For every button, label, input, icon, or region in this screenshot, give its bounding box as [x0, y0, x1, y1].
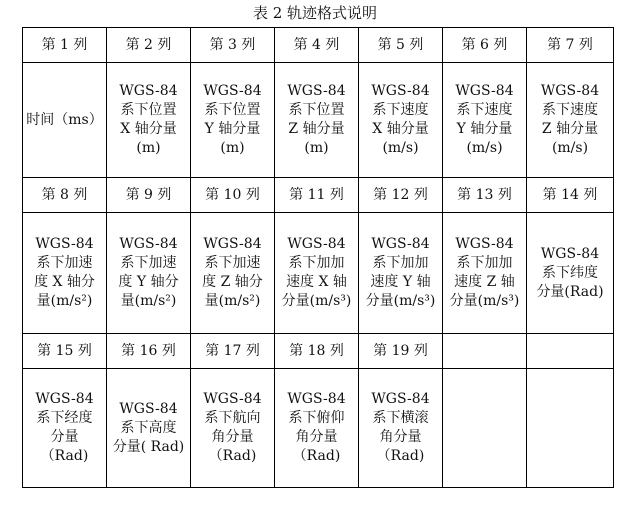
- column-header-2: [107, 28, 191, 63]
- cell-label: 第 17 列: [205, 342, 260, 359]
- table-cell: [359, 369, 443, 488]
- table-cell: [527, 213, 614, 334]
- cell-text: WGS-84 系下经度 分量 （Rad): [35, 391, 94, 464]
- column-header-1: [23, 28, 107, 63]
- table-row-header-1: [23, 28, 614, 63]
- table-cell: [275, 63, 359, 178]
- column-header-18: [275, 334, 359, 369]
- cell-text: WGS-84 系下加加 速度 Z 轴 分量(m/s³): [449, 236, 520, 309]
- table-cell: [23, 213, 107, 334]
- cell-text: WGS-84 系下横滚 角分量 （Rad): [371, 391, 430, 464]
- cell-label: 第 12 列: [373, 186, 428, 203]
- cell-label: 第 8 列: [41, 186, 88, 203]
- empty-cell: [443, 334, 527, 369]
- cell-label: 第 13 列: [457, 186, 512, 203]
- cell-label: 第 9 列: [125, 186, 172, 203]
- column-header-19: [359, 334, 443, 369]
- column-header-10: [191, 178, 275, 213]
- column-header-5: [359, 28, 443, 63]
- cell-label: 第 15 列: [37, 342, 92, 359]
- cell-label: 第 6 列: [461, 36, 508, 53]
- table-row-header-3: [23, 334, 614, 369]
- cell-text: WGS-84 系下速度 Y 轴分量 (m/s): [455, 83, 514, 156]
- table-cell: [275, 213, 359, 334]
- column-header-3: [191, 28, 275, 63]
- cell-text: WGS-84 系下加速 度 X 轴分 量(m/s²): [34, 236, 95, 309]
- table-row-content-3: [23, 369, 614, 488]
- table-cell: [107, 63, 191, 178]
- table-cell: [191, 213, 275, 334]
- cell-label: 第 18 列: [289, 342, 344, 359]
- cell-label: 第 19 列: [373, 342, 428, 359]
- empty-cell: [527, 334, 614, 369]
- column-header-6: [443, 28, 527, 63]
- table-cell: [275, 369, 359, 488]
- cell-text: WGS-84 系下加加 速度 X 轴 分量(m/s³): [281, 236, 352, 309]
- cell-text: 时间（ms）: [26, 111, 103, 128]
- table-cell: [191, 63, 275, 178]
- cell-text: WGS-84 系下位置 X 轴分量 (m): [119, 83, 178, 156]
- cell-text: WGS-84 系下位置 Y 轴分量 (m): [203, 83, 262, 156]
- cell-text: WGS-84 系下俯仰 角分量 （Rad): [287, 391, 346, 464]
- cell-text: WGS-84 系下加速 度 Z 轴分 量(m/s²): [202, 236, 263, 309]
- column-header-11: [275, 178, 359, 213]
- column-header-17: [191, 334, 275, 369]
- table-row-content-1: [23, 63, 614, 178]
- cell-label: 第 4 列: [293, 36, 340, 53]
- cell-label: 第 16 列: [121, 342, 176, 359]
- table-row-content-2: [23, 213, 614, 334]
- table-caption: 表 2 轨迹格式说明: [252, 4, 378, 22]
- column-header-13: [443, 178, 527, 213]
- cell-label: 第 5 列: [377, 36, 424, 53]
- cell-text: WGS-84 系下航向 角分量 （Rad): [203, 391, 262, 464]
- cell-label: 第 1 列: [41, 36, 88, 53]
- table-cell: [107, 213, 191, 334]
- cell-label: 第 10 列: [205, 186, 260, 203]
- cell-label: 第 3 列: [209, 36, 256, 53]
- cell-label: 第 7 列: [547, 36, 593, 53]
- cell-text: WGS-84 系下加速 度 Y 轴分 量(m/s²): [118, 236, 179, 309]
- table-cell: [443, 213, 527, 334]
- column-header-9: [107, 178, 191, 213]
- cell-text: WGS-84 系下速度 X 轴分量 (m/s): [371, 83, 430, 156]
- table-cell: [23, 369, 107, 488]
- table-cell: [527, 63, 614, 178]
- column-header-7: [527, 28, 614, 63]
- cell-text: WGS-84 系下纬度 分量(Rad): [536, 245, 604, 300]
- table-cell: [191, 369, 275, 488]
- column-header-12: [359, 178, 443, 213]
- cell-text: WGS-84 系下加加 速度 Y 轴 分量(m/s³): [365, 236, 436, 309]
- column-header-16: [107, 334, 191, 369]
- trajectory-format-table: [22, 27, 614, 488]
- cell-text: WGS-84 系下高度 分量( Rad): [112, 400, 185, 455]
- table-cell: [107, 369, 191, 488]
- table-row-header-2: [23, 178, 614, 213]
- cell-label: 第 14 列: [542, 186, 598, 203]
- cell-label: 第 2 列: [125, 36, 172, 53]
- table-cell: [359, 63, 443, 178]
- empty-cell: [527, 369, 614, 488]
- table-cell: [359, 213, 443, 334]
- column-header-8: [23, 178, 107, 213]
- column-header-4: [275, 28, 359, 63]
- empty-cell: [443, 369, 527, 488]
- table-cell: [443, 63, 527, 178]
- table-cell: [23, 63, 107, 178]
- column-header-14: [527, 178, 614, 213]
- cell-label: 第 11 列: [289, 186, 344, 203]
- cell-text: WGS-84 系下位置 Z 轴分量 (m): [287, 83, 346, 156]
- column-header-15: [23, 334, 107, 369]
- cell-text: WGS-84 系下速度 Z 轴分量 (m/s): [540, 83, 600, 156]
